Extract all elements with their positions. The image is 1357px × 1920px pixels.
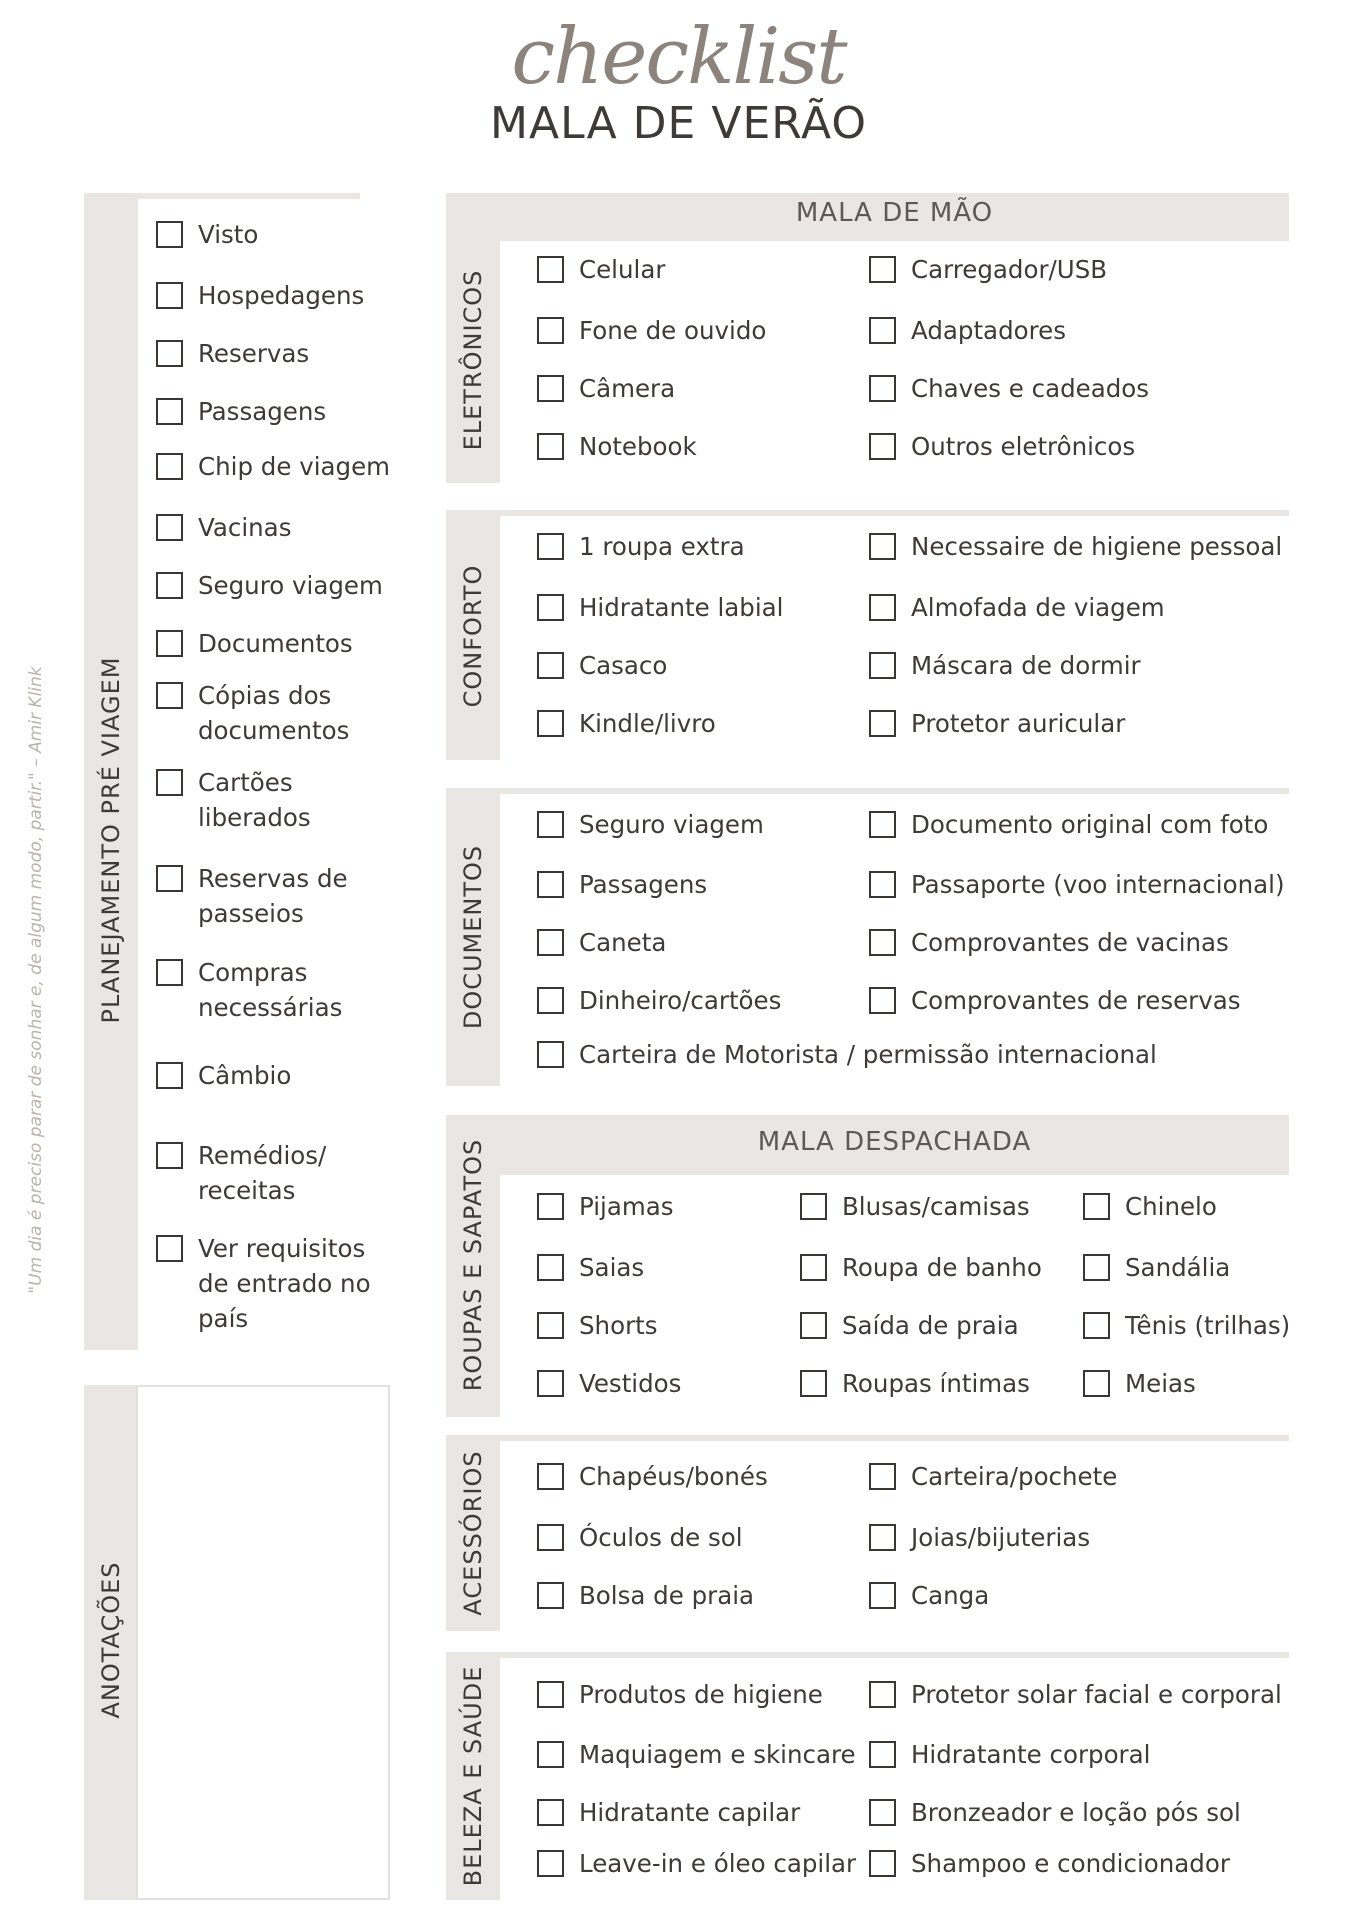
checklist-item-label: Hidratante labial (579, 593, 784, 622)
checklist-item-label: Blusas/camisas (842, 1192, 1030, 1221)
checklist-item-documento-original-com-foto[interactable] (869, 810, 1268, 842)
checklist-item-label: Adaptadores (911, 316, 1066, 345)
checklist-item-label: Tênis (trilhas) (1125, 1311, 1291, 1340)
checklist-item-hidratante-capilar[interactable] (537, 1798, 800, 1830)
checkbox[interactable] (1083, 1312, 1110, 1339)
checkbox[interactable] (869, 1582, 896, 1609)
checkbox[interactable] (537, 652, 564, 679)
checklist-item-cartoes-liberados[interactable] (156, 768, 356, 835)
checklist-item-chinelo[interactable] (1083, 1192, 1217, 1224)
checkbox[interactable] (156, 1235, 183, 1262)
checklist-item-label: Comprovantes de vacinas (911, 928, 1229, 957)
checkbox[interactable] (537, 433, 564, 460)
checkbox[interactable] (869, 1681, 896, 1708)
beleza-e-saude-top-bar (446, 1652, 1289, 1658)
checkbox[interactable] (869, 987, 896, 1014)
checklist-item-caneta[interactable] (537, 928, 666, 960)
checkbox[interactable] (156, 572, 183, 599)
checklist-item-fone-de-ouvido[interactable] (537, 316, 766, 348)
checklist-item-saias[interactable] (537, 1253, 644, 1285)
eletronicos-label: ELETRÔNICOS (459, 269, 487, 451)
checklist-item-produtos-de-higiene[interactable] (537, 1680, 823, 1712)
checkbox[interactable] (537, 1681, 564, 1708)
checklist-item-compras-necessarias[interactable] (156, 958, 356, 1025)
checklist-item-label: Cartões liberados (198, 768, 311, 832)
planejamento-label: PLANEJAMENTO PRÉ VIAGEM (97, 656, 125, 1024)
checklist-item-protetor-auricular[interactable] (869, 709, 1125, 741)
checklist-item-label: Roupa de banho (842, 1253, 1042, 1282)
checklist-item-label: Pijamas (579, 1192, 674, 1221)
checklist-item-almofada-de-viagem[interactable] (869, 593, 1165, 625)
documentos-top-bar (446, 788, 1289, 794)
checkbox[interactable] (537, 1524, 564, 1551)
checklist-item-label: Comprovantes de reservas (911, 986, 1241, 1015)
checklist-item-label: Compras necessárias (198, 958, 343, 1022)
checkbox[interactable] (537, 1041, 564, 1068)
checklist-item-bronzeador-e-locao-pos-sol[interactable] (869, 1798, 1241, 1830)
checkbox[interactable] (869, 1850, 896, 1877)
checklist-item-label: Hidratante corporal (911, 1740, 1151, 1769)
checkbox[interactable] (537, 317, 564, 344)
checkbox[interactable] (537, 1741, 564, 1768)
checklist-item-saida-de-praia[interactable] (800, 1311, 1019, 1343)
checklist-item-seguro-viagem[interactable] (537, 810, 764, 842)
checkbox[interactable] (537, 1312, 564, 1339)
checklist-item-pijamas[interactable] (537, 1192, 674, 1224)
checkbox[interactable] (869, 1463, 896, 1490)
checklist-item-label: Óculos de sol (579, 1523, 743, 1552)
checklist-item-label: Ver requisitos de entrado no país (198, 1234, 371, 1333)
checklist-item-documentos[interactable] (156, 629, 353, 661)
checklist-item-label: Documento original com foto (911, 810, 1269, 839)
planejamento-top-bar (84, 193, 360, 199)
checkbox[interactable] (537, 1193, 564, 1220)
checkbox[interactable] (537, 533, 564, 560)
checklist-item-label: 1 roupa extra (579, 532, 745, 561)
checklist-item-label: Bolsa de praia (579, 1581, 755, 1610)
checklist-item-roupas-intimas[interactable] (800, 1369, 1030, 1401)
checkbox[interactable] (537, 1850, 564, 1877)
checklist-item-label: Passagens (198, 397, 327, 426)
conforto-label: CONFORTO (459, 564, 487, 708)
checklist-item-cambio[interactable] (156, 1061, 291, 1093)
checkbox[interactable] (156, 630, 183, 657)
checkbox[interactable] (869, 929, 896, 956)
checklist-item-remedios-receitas[interactable] (156, 1141, 356, 1208)
checklist-item-label: Chapéus/bonés (579, 1462, 768, 1491)
checkbox[interactable] (869, 317, 896, 344)
checklist-item-label: Maquiagem e skincare (579, 1740, 856, 1769)
checklist-item-shampoo-e-condicionador[interactable] (869, 1849, 1230, 1881)
checklist-item-kindle-livro[interactable] (537, 709, 716, 741)
checklist-item-label: Celular (579, 255, 666, 284)
checklist-item-label: Máscara de dormir (911, 651, 1141, 680)
checklist-item-maquiagem-e-skincare[interactable] (537, 1740, 856, 1772)
checkbox[interactable] (1083, 1193, 1110, 1220)
checkbox[interactable] (537, 871, 564, 898)
checklist-item-label: Leave-in e óleo capilar (579, 1849, 857, 1878)
checklist-item-vacinas[interactable] (156, 513, 291, 545)
checkbox[interactable] (869, 433, 896, 460)
checklist-item-ver-requisitos-de-entrado-no-pais[interactable] (156, 1234, 386, 1336)
checklist-item-label: Almofada de viagem (911, 593, 1165, 622)
checklist-item-label: Protetor auricular (911, 709, 1126, 738)
mala-despachada-title: MALA DESPACHADA (757, 1127, 1032, 1157)
checklist-item-label: Saída de praia (842, 1311, 1019, 1340)
checklist-item-label: Chip de viagem (198, 452, 391, 481)
checklist-item-label: Seguro viagem (579, 810, 764, 839)
checklist-item-carregador-usb[interactable] (869, 255, 1107, 287)
checkbox[interactable] (537, 1582, 564, 1609)
checklist-item-oculos-de-sol[interactable] (537, 1523, 743, 1555)
checklist-item-joias-bijuterias[interactable] (869, 1523, 1090, 1555)
checklist-item-label: Cópias dos documentos (198, 681, 350, 745)
beleza-e-saude-label: BELEZA E SAÚDE (459, 1665, 487, 1887)
checklist-item-bolsa-de-praia[interactable] (537, 1581, 754, 1613)
checkbox[interactable] (156, 453, 183, 480)
checklist-item-chapeus-bones[interactable] (537, 1462, 768, 1494)
checkbox[interactable] (869, 256, 896, 283)
checklist-item-label: Passaporte (voo internacional) (911, 870, 1285, 899)
checkbox[interactable] (800, 1193, 827, 1220)
checklist-item-label: Reservas (198, 339, 310, 368)
checklist-item-label: Carregador/USB (911, 255, 1108, 284)
checklist-item-hospedagens[interactable] (156, 281, 364, 313)
checkbox[interactable] (869, 1799, 896, 1826)
checklist-item-casaco[interactable] (537, 651, 667, 683)
checklist-item-camera[interactable] (537, 374, 675, 406)
checklist-item-label: Casaco (579, 651, 668, 680)
anotacoes-label: ANOTAÇÕES (97, 1561, 125, 1719)
checklist-item-comprovantes-de-vacinas[interactable] (869, 928, 1229, 960)
checklist-item-label: Necessaire de higiene pessoal (911, 532, 1283, 561)
checklist-item-seguro-viagem[interactable] (156, 571, 383, 603)
checklist-item-celular[interactable] (537, 255, 665, 287)
documentos-label: DOCUMENTOS (459, 844, 487, 1030)
checkbox[interactable] (537, 811, 564, 838)
checklist-item-label: Joias/bijuterias (911, 1523, 1091, 1552)
page-title: MALA DE VERÃO (490, 98, 867, 149)
checklist-item-label: Fone de ouvido (579, 316, 767, 345)
checklist-item-label: Hidratante capilar (579, 1798, 801, 1827)
checklist-item-passagens[interactable] (537, 870, 707, 902)
checkbox[interactable] (156, 769, 183, 796)
checkbox[interactable] (156, 682, 183, 709)
checklist-item-notebook[interactable] (537, 432, 697, 464)
checkbox[interactable] (800, 1312, 827, 1339)
checkbox[interactable] (156, 1062, 183, 1089)
quote: "Um dia é preciso parar de sonhar e, de algum modo, partir." – Amir Klink (26, 666, 46, 1294)
notes-area[interactable] (136, 1385, 390, 1900)
checkbox[interactable] (1083, 1254, 1110, 1281)
checklist-item-chip-de-viagem[interactable] (156, 452, 390, 484)
checklist-item-shorts[interactable] (537, 1311, 658, 1343)
checklist-item-label: Kindle/livro (579, 709, 716, 738)
checklist-item-label: Vestidos (579, 1369, 682, 1398)
checklist-item-label: Reservas de passeios (198, 864, 348, 928)
checkbox[interactable] (156, 282, 183, 309)
checklist-item-label: Shampoo e condicionador (911, 1849, 1230, 1878)
checkbox[interactable] (869, 1524, 896, 1551)
checklist-item-copias-dos-documentos[interactable] (156, 681, 356, 748)
checkbox[interactable] (537, 1254, 564, 1281)
checklist-item-sandalia[interactable] (1083, 1253, 1230, 1285)
checklist-item-label: Seguro viagem (198, 571, 383, 600)
checkbox[interactable] (156, 514, 183, 541)
checkbox[interactable] (800, 1254, 827, 1281)
checklist-item-hidratante-labial[interactable] (537, 593, 783, 625)
checkbox[interactable] (156, 1142, 183, 1169)
checkbox[interactable] (537, 1799, 564, 1826)
checklist-item-label: Documentos (198, 629, 353, 658)
checklist-item-blusas-camisas[interactable] (800, 1192, 1030, 1224)
checklist-item-label: Carteira/pochete (911, 1462, 1118, 1491)
checkbox[interactable] (156, 221, 183, 248)
checklist-item-label: Roupas íntimas (842, 1369, 1030, 1398)
checklist-item-1-roupa-extra[interactable] (537, 532, 745, 564)
checklist-item-adaptadores[interactable] (869, 316, 1066, 348)
checklist-item-label: Bronzeador e loção pós sol (911, 1798, 1241, 1827)
acessorios-top-bar (446, 1435, 1289, 1441)
checklist-item-label: Visto (198, 220, 259, 249)
checklist-item-label: Câmbio (198, 1061, 292, 1090)
checklist-item-tenis-trilhas[interactable] (1083, 1311, 1290, 1343)
conforto-top-bar (446, 510, 1289, 516)
checklist-item-chaves-e-cadeados[interactable] (869, 374, 1149, 406)
checkbox[interactable] (869, 594, 896, 621)
checklist-item-label: Carteira de Motorista / permissão internacional (579, 1040, 1157, 1069)
checkbox[interactable] (537, 1370, 564, 1397)
checklist-item-label: Remédios/ receitas (198, 1141, 327, 1205)
checkbox[interactable] (537, 1463, 564, 1490)
checkbox[interactable] (537, 256, 564, 283)
checklist-item-label: Chaves e cadeados (911, 374, 1150, 403)
checklist-item-mascara-de-dormir[interactable] (869, 651, 1141, 683)
checkbox[interactable] (156, 959, 183, 986)
checkbox[interactable] (537, 375, 564, 402)
checklist-item-canga[interactable] (869, 1581, 989, 1613)
checklist-item-vestidos[interactable] (537, 1369, 681, 1401)
checklist-item-leave-in-e-oleo-capilar[interactable] (537, 1849, 856, 1881)
checkbox[interactable] (156, 340, 183, 367)
checkbox[interactable] (869, 533, 896, 560)
checklist-item-label: Canga (911, 1581, 990, 1610)
checklist-item-label: Shorts (579, 1311, 658, 1340)
acessorios-label: ACESSÓRIOS (459, 1450, 487, 1616)
checkbox[interactable] (1083, 1370, 1110, 1397)
checklist-item-carteira-de-motorista-permissao-internacional[interactable] (537, 1040, 1157, 1072)
mala-de-mao-title: MALA DE MÃO (795, 198, 994, 228)
checklist-item-label: Hospedagens (198, 281, 365, 310)
checklist-item-roupa-de-banho[interactable] (800, 1253, 1042, 1285)
checkbox[interactable] (869, 871, 896, 898)
checklist-item-protetor-solar-facial-e-corporal[interactable] (869, 1680, 1282, 1712)
checklist-item-meias[interactable] (1083, 1369, 1196, 1401)
checklist-item-carteira-pochete[interactable] (869, 1462, 1117, 1494)
checkbox[interactable] (869, 811, 896, 838)
checklist-item-dinheiro-cartoes[interactable] (537, 986, 781, 1018)
checklist-item-label: Câmera (579, 374, 676, 403)
checklist-item-label: Sandália (1125, 1253, 1231, 1282)
checklist-item-hidratante-corporal[interactable] (869, 1740, 1150, 1772)
checklist-item-label: Passagens (579, 870, 708, 899)
checkbox[interactable] (800, 1370, 827, 1397)
checklist-item-label: Produtos de higiene (579, 1680, 823, 1709)
checkbox[interactable] (537, 987, 564, 1014)
checklist-item-label: Notebook (579, 432, 697, 461)
checklist-item-label: Caneta (579, 928, 667, 957)
checklist-item-reservas-de-passeios[interactable] (156, 864, 356, 931)
checklist-item-outros-eletronicos[interactable] (869, 432, 1135, 464)
checklist-item-necessaire-de-higiene-pessoal[interactable] (869, 532, 1282, 564)
checklist-item-visto[interactable] (156, 220, 258, 252)
checkbox[interactable] (537, 594, 564, 621)
checklist-item-passagens[interactable] (156, 397, 326, 429)
checklist-item-label: Saias (579, 1253, 645, 1282)
checkbox[interactable] (156, 865, 183, 892)
checklist-item-label: Protetor solar facial e corporal (911, 1680, 1282, 1709)
checklist-item-comprovantes-de-reservas[interactable] (869, 986, 1241, 1018)
checklist-item-label: Chinelo (1125, 1192, 1217, 1221)
title-script: checklist (511, 12, 846, 102)
checklist-item-label: Outros eletrônicos (911, 432, 1136, 461)
checkbox[interactable] (869, 1741, 896, 1768)
checkbox[interactable] (869, 652, 896, 679)
checklist-item-reservas[interactable] (156, 339, 309, 371)
roupas-e-sapatos-label: ROUPAS E SAPATOS (459, 1138, 487, 1392)
checkbox[interactable] (869, 375, 896, 402)
checklist-item-passaporte-voo-internacional[interactable] (869, 870, 1285, 902)
checkbox[interactable] (869, 710, 896, 737)
checklist-item-label: Dinheiro/cartões (579, 986, 782, 1015)
checkbox[interactable] (537, 710, 564, 737)
checkbox[interactable] (156, 398, 183, 425)
checklist-item-label: Meias (1125, 1369, 1196, 1398)
checkbox[interactable] (537, 929, 564, 956)
checklist-item-label: Vacinas (198, 513, 292, 542)
